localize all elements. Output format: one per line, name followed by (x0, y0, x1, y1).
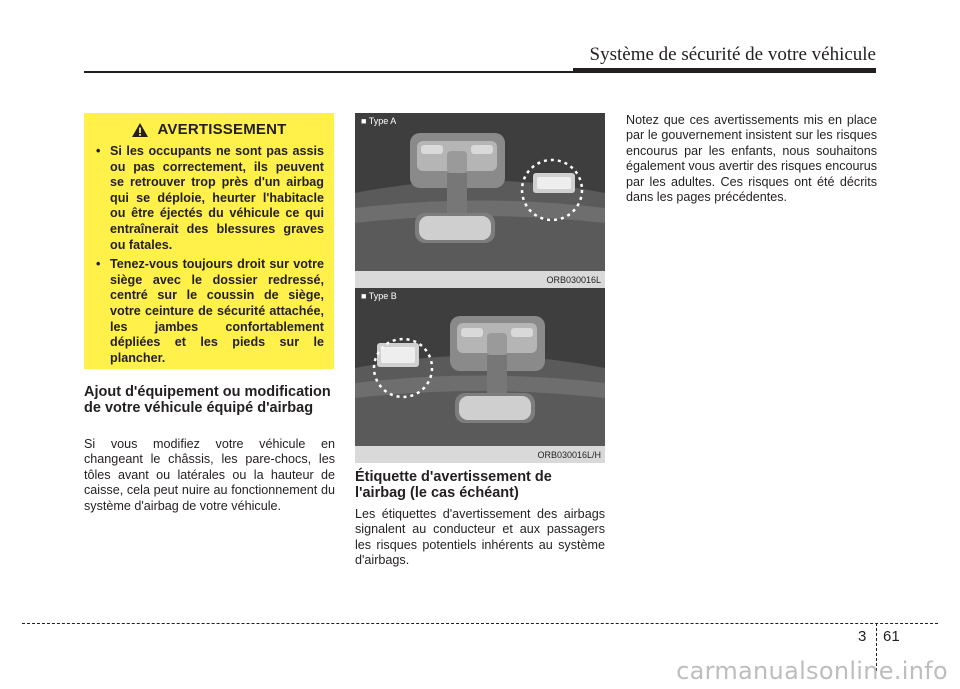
section1-title: Ajout d'équipement ou modification de votre véhicule équipé d'airbag (84, 384, 331, 416)
chapter-number: 3 (858, 628, 867, 645)
header-title: Système de sécurité de votre véhicule (589, 44, 876, 65)
warning-item: • Tenez-vous toujours droit sur votre siège avec le dossier redressé, centré sur le coussin de siège, votre ceinture de sécurité attachée, les jambes confortablement dépliées et les pieds sur le plancher. (94, 257, 324, 366)
figure-type-b (355, 288, 605, 463)
overhead-console-photo-a (355, 113, 605, 288)
figure-type-a (355, 113, 605, 288)
warning-box (84, 113, 334, 369)
section2-body: Les étiquettes d'avertissement des airbags signalent au conducteur et aux passagers les risques potentiels inhérents au système d'airbags. (355, 507, 605, 568)
warning-list (94, 144, 324, 366)
header-rule-accent (573, 68, 876, 73)
footer-rule (22, 623, 938, 624)
section2-title: Étiquette d'avertissement de l'airbag (le cas échéant) (355, 469, 552, 501)
column3-body: Notez que ces avertissements mis en place par le gouvernement insistent sur les risques encourus par les enfants, nous souhaitons également vous avertir des risques encourus par les adultes. Ces risques ont été décrits dans les pages précédentes. (626, 113, 877, 205)
figure-type-label: ■ Type A (361, 116, 397, 126)
warning-title: AVERTISSEMENT (157, 121, 287, 138)
section1-body: Si vous modifiez votre véhicule en changeant le châssis, les pare-chocs, les tôles avant ou latérales ou la hauteur de caisse, cela peut nuire au fonctionnement du système d'airbag de votre véhicule. (84, 437, 335, 513)
warning-triangle-icon (131, 122, 149, 138)
figure-type-label: ■ Type B (361, 291, 397, 301)
overhead-console-photo-b (355, 288, 605, 463)
warning-item: • Si les occupants ne sont pas assis ou pas correctement, ils peuvent se retrouver trop près d'un airbag qui se déploie, heurter l'habitacle ou être éjectés du véhicule ce qui entraînerait des blessures graves ou fatales. (94, 144, 324, 253)
watermark: carmanualsonline.info (676, 657, 948, 685)
figure-code: ORB030016L (546, 275, 601, 285)
warning-header (94, 121, 324, 138)
figure-code: ORB030016L/H (537, 450, 601, 460)
page-number: 61 (883, 628, 900, 645)
